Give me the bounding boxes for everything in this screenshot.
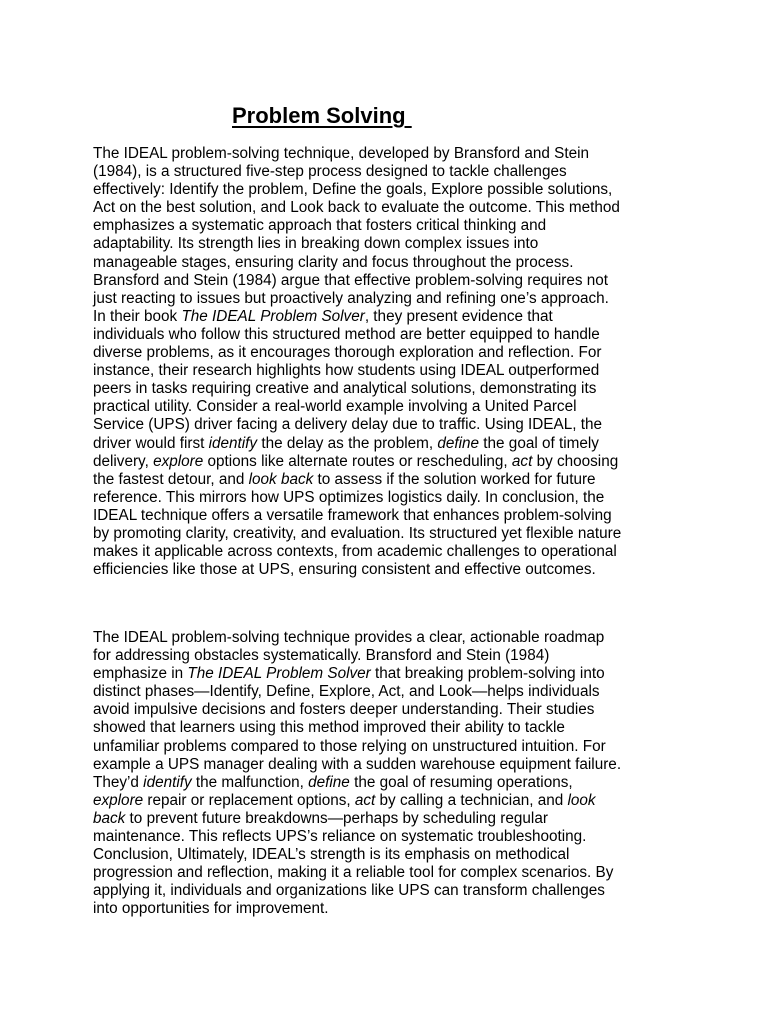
text-run: , they present evidence that [364, 307, 553, 325]
italic-text: identify [208, 434, 258, 452]
text-run: for addressing obstacles systematically. Bransford and Stein (1984) [93, 647, 550, 665]
italic-text: define [308, 773, 350, 791]
text-line [93, 756, 693, 774]
text-line [93, 471, 693, 489]
text-run: applying it, individuals and organizations like UPS can transform challenges [93, 882, 605, 900]
text-run: Bransford and Stein (1984) argue that effective problem-solving requires not [93, 271, 609, 289]
text-run: driver would first [93, 434, 209, 452]
text-line [93, 435, 693, 453]
text-run: by promoting clarity, creativity, and evaluation. Its structured yet flexible nature [93, 524, 622, 542]
text-run: They’d [93, 773, 144, 791]
text-line [93, 900, 693, 918]
text-run: the goal of resuming operations, [349, 773, 573, 791]
italic-text: The IDEAL Problem Solver [181, 307, 365, 325]
text-run: just reacting to issues but proactively analyzing and refining one’s approach. [93, 289, 609, 307]
text-line [93, 380, 693, 398]
text-line [93, 217, 693, 235]
text-run: reference. This mirrors how UPS optimizes logistics daily. In conclusion, the [93, 488, 605, 506]
paragraph-2 [93, 629, 693, 919]
italic-text: back [93, 809, 126, 827]
italic-text: identify [143, 773, 192, 791]
text-line [93, 272, 693, 290]
text-run: into opportunities for improvement. [93, 900, 329, 918]
text-run: diverse problems, as it encourages thorough exploration and reflection. For [93, 344, 602, 362]
italic-text: explore [153, 452, 204, 470]
text-run: by calling a technician, and [375, 791, 568, 809]
text-line [93, 416, 693, 434]
page-title: Problem Solving [232, 103, 412, 128]
text-run: Service (UPS) driver facing a delivery delay due to traffic. Using IDEAL, the [93, 416, 602, 434]
text-run: the goal of timely [479, 434, 599, 452]
text-line [93, 719, 693, 737]
text-line [93, 561, 693, 579]
text-run: progression and reflection, making it a reliable tool for complex scenarios. By [93, 864, 614, 882]
text-line [93, 792, 693, 810]
text-line [93, 701, 693, 719]
text-line [93, 543, 693, 561]
text-run: makes it applicable across contexts, from academic challenges to operational [93, 543, 617, 561]
text-run: avoid impulsive decisions and fosters deeper understanding. Their studies [93, 701, 595, 719]
text-run: maintenance. This reflects UPS’s reliance on systematic troubleshooting. [93, 828, 587, 846]
text-run: delivery, [93, 452, 154, 470]
text-run: The IDEAL problem-solving technique provides a clear, actionable roadmap [93, 629, 605, 646]
text-line [93, 665, 693, 683]
text-run: the malfunction, [191, 773, 309, 791]
text-line [93, 398, 693, 416]
text-line [93, 507, 693, 525]
text-run: Act on the best solution, and Look back to evaluate the outcome. This method [93, 199, 620, 217]
italic-text: The IDEAL Problem Solver [187, 665, 371, 683]
text-line [93, 453, 693, 471]
text-run: individuals who follow this structured method are better equipped to handle [93, 325, 600, 343]
text-run: emphasize in [93, 665, 188, 683]
text-run: that breaking problem-solving into [370, 665, 605, 683]
text-line [93, 774, 693, 792]
italic-text: define [437, 434, 480, 452]
text-run: effectively: Identify the problem, Define the goals, Explore possible solutions, [93, 181, 613, 199]
text-line [93, 828, 693, 846]
text-line [93, 647, 693, 665]
text-run: to prevent future breakdowns—perhaps by scheduling regular [125, 809, 548, 827]
text-run: manageable stages, ensuring clarity and focus throughout the process. [93, 253, 574, 271]
text-run: IDEAL technique offers a versatile framework that enhances problem-solving [93, 506, 612, 524]
text-run: efficiencies like those at UPS, ensuring consistent and effective outcomes. [93, 561, 596, 579]
text-run: the fastest detour, and [93, 470, 249, 488]
text-line [93, 308, 693, 326]
text-line [93, 738, 693, 756]
text-run: instance, their research highlights how students using IDEAL outperformed [93, 362, 600, 380]
text-line [93, 810, 693, 828]
text-line [93, 254, 693, 272]
text-line [93, 145, 693, 163]
text-run: to assess if the solution worked for future [313, 470, 596, 488]
text-line [93, 344, 693, 362]
text-line [93, 846, 693, 864]
italic-text: act [511, 452, 533, 470]
text-line [93, 683, 693, 701]
text-run: practical utility. Consider a real-world example involving a United Parcel [93, 398, 577, 416]
text-run: the delay as the problem, [257, 434, 438, 452]
italic-text: act [354, 791, 376, 809]
text-line [93, 290, 693, 308]
italic-text: explore [93, 791, 144, 809]
text-run: (1984), is a structured five-step process designed to tackle challenges [93, 163, 567, 181]
text-run: showed that learners using this method improved their ability to tackle [93, 719, 565, 737]
text-run: emphasizes a systematic approach that fosters critical thinking and [93, 217, 547, 235]
text-run: adaptability. Its strength lies in breaking down complex issues into [93, 235, 539, 253]
text-run: unfamiliar problems compared to those relying on unstructured intuition. For [93, 737, 606, 755]
text-run: Conclusion, Ultimately, IDEAL’s strength is its emphasis on methodical [93, 846, 570, 864]
text-run: distinct phases—Identify, Define, Explore, Act, and Look—helps individuals [93, 683, 600, 701]
text-line [93, 235, 693, 253]
text-run: The IDEAL problem-solving technique, developed by Bransford and Stein [93, 145, 590, 162]
italic-text: look [567, 791, 596, 809]
text-run: by choosing [532, 452, 619, 470]
paragraph-1 [93, 145, 693, 579]
text-line [93, 199, 693, 217]
text-line [93, 525, 693, 543]
text-run: peers in tasks requiring creative and analytical solutions, demonstrating its [93, 380, 597, 398]
text-line [93, 882, 693, 900]
text-line [93, 489, 693, 507]
text-line [93, 326, 693, 344]
text-line [93, 864, 693, 882]
text-line [93, 629, 693, 647]
text-line [93, 163, 693, 181]
text-run: options like alternate routes or rescheduling, [203, 452, 512, 470]
text-run: repair or replacement options, [143, 791, 355, 809]
italic-text: look back [248, 470, 314, 488]
text-run: example a UPS manager dealing with a sudden warehouse equipment failure. [93, 755, 622, 773]
text-line [93, 362, 693, 380]
text-line [93, 181, 693, 199]
text-run: In their book [93, 307, 182, 325]
